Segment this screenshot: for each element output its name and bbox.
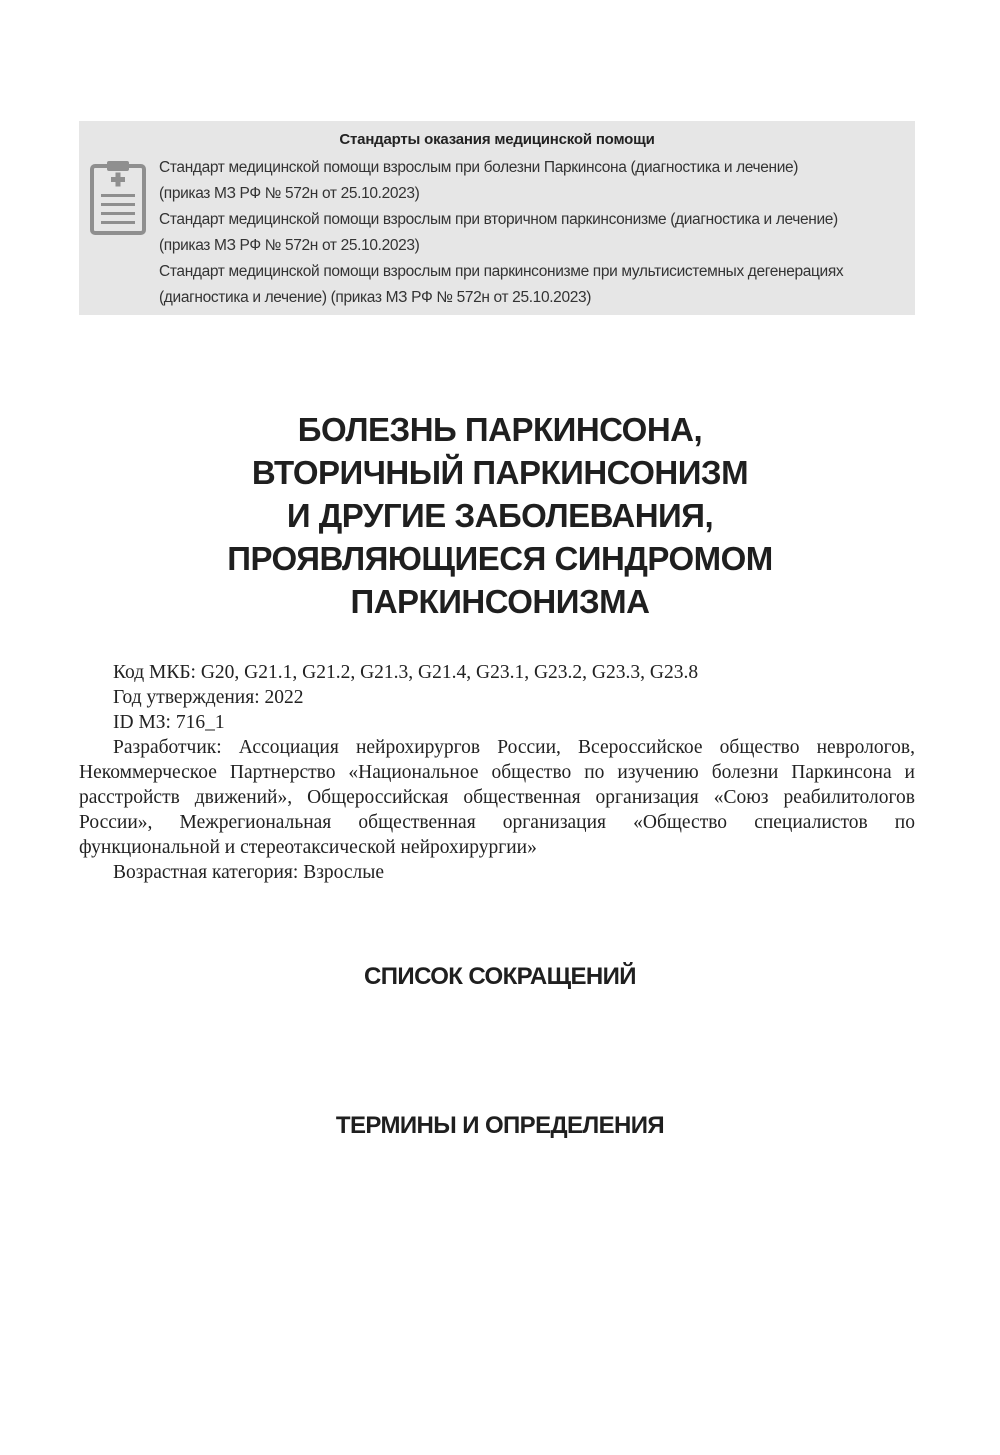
document-metadata <box>79 660 915 885</box>
id-mz: ID МЗ: 716_1 <box>113 712 225 733</box>
standards-box <box>79 121 915 315</box>
title-line: ПРОЯВЛЯЮЩИЕСЯ СИНДРОМОМ <box>227 540 773 577</box>
standards-list <box>159 155 905 311</box>
approval-year: Год утверждения: 2022 <box>113 687 304 708</box>
terms-heading: ТЕРМИНЫ И ОПРЕДЕЛЕНИЯ <box>335 1112 665 1139</box>
standard-line: (приказ МЗ РФ № 572н от 25.10.2023) <box>159 185 420 202</box>
title-line: И ДРУГИЕ ЗАБОЛЕВАНИЯ, <box>286 497 714 534</box>
standard-line: (диагностика и лечение) (приказ МЗ РФ № 572н от 25.10.2023) <box>159 289 592 306</box>
standards-heading: Стандарты оказания медицинской помощи <box>339 131 655 148</box>
standard-line: Стандарт медицинской помощи взрослым при болезни Паркинсона (диагностика и лечение) <box>159 159 799 176</box>
standard-line: Стандарт медицинской помощи взрослым при паркинсонизме при мультисистемных дегенерациях <box>159 263 844 280</box>
clipboard-medical-icon <box>89 160 147 236</box>
age-category: Возрастная категория: Взрослые <box>113 862 385 883</box>
standard-line: (приказ МЗ РФ № 572н от 25.10.2023) <box>159 237 420 254</box>
abbreviations-heading: СПИСОК СОКРАЩЕНИЙ <box>364 963 636 990</box>
developer: Разработчик: Ассоциация нейрохирургов России, Всероссийское общество неврологов, Некоммерческое Партнерство «Национальное общество по изучению болезни Паркинсона и расстройств движений», Общероссийская общественная организация «Союз реабилитологов России», Межрегиональная общественная организация «Общество специалистов по функциональной и стереотаксической нейрохирургии» <box>79 737 915 858</box>
standard-line: Стандарт медицинской помощи взрослым при вторичном паркинсонизме (диагностика и лечение) <box>159 211 838 228</box>
icd-codes: Код МКБ: G20, G21.1, G21.2, G21.3, G21.4, G23.1, G23.2, G23.3, G23.8 <box>113 662 699 683</box>
title-line: ПАРКИНСОНИЗМА <box>350 583 650 620</box>
document-title <box>0 408 1000 623</box>
title-line: ВТОРИЧНЫЙ ПАРКИНСОНИЗМ <box>251 454 749 491</box>
title-line: БОЛЕЗНЬ ПАРКИНСОНА, <box>297 411 703 448</box>
